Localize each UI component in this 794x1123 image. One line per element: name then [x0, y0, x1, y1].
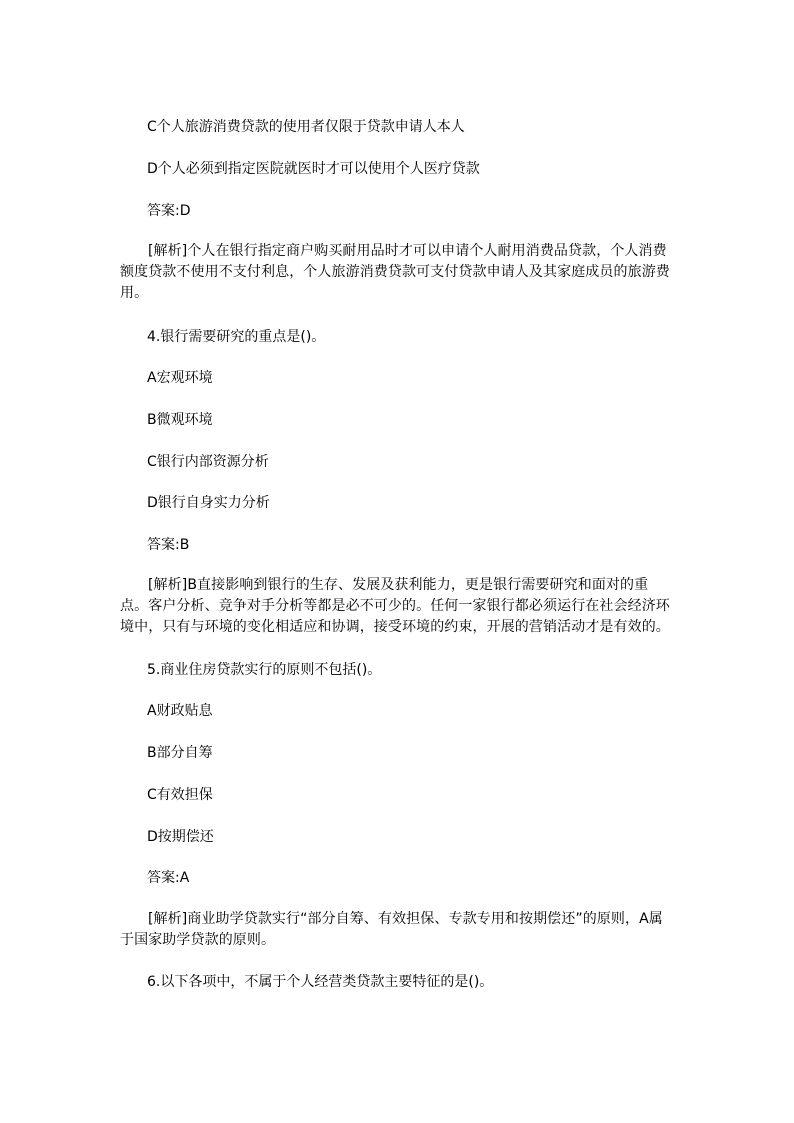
q5-option-d: D按期偿还 [147, 829, 214, 845]
q5-option-b: B部分自筹 [147, 745, 213, 761]
q4-analysis: [解析]B直接影响到银行的生存、发展及获利能力，更是银行需要研究和面对的重点。客户分析、竞争对手分析等都是必不可少的。任何一家银行都必须运行在社会经济环境中，只有与环境的变化相适应和协调，接受环境的约束，开展的营销活动才是有效的。 [120, 577, 670, 635]
q3-option-c: C个人旅游消费贷款的使用者仅限于贷款申请人本人 [147, 119, 465, 135]
q3-answer: 答案:D [147, 203, 191, 219]
q5-analysis: [解析]商业助学贷款实行“部分自筹、有效担保、专款专用和按期偿还”的原则，A属于国家助学贷款的原则。 [120, 911, 663, 948]
q5-option-a: A财政贴息 [147, 703, 213, 719]
q5-option-c: C有效担保 [147, 787, 213, 803]
q4-option-d: D银行自身实力分析 [147, 495, 270, 511]
q4-question: 4.银行需要研究的重点是()。 [147, 329, 326, 345]
q6-question: 6.以下各项中，不属于个人经营类贷款主要特征的是()。 [147, 974, 494, 990]
q4-option-b: B微观环境 [147, 412, 213, 428]
q4-answer: 答案:B [147, 537, 190, 553]
q3-option-d: D个人必须到指定医院就医时才可以使用个人医疗贷款 [147, 161, 480, 177]
q5-answer: 答案:A [147, 870, 190, 886]
q3-analysis: [解析]个人在银行指定商户购买耐用品时才可以申请个人耐用消费品贷款，个人消费额度贷款不使用不支付利息，个人旅游消费贷款可支付贷款申请人及其家庭成员的旅游费用。 [120, 243, 670, 301]
q4-option-a: A宏观环境 [147, 370, 213, 386]
q5-question: 5.商业住房贷款实行的原则不包括()。 [147, 662, 382, 678]
q4-option-c: C银行内部资源分析 [147, 454, 269, 470]
